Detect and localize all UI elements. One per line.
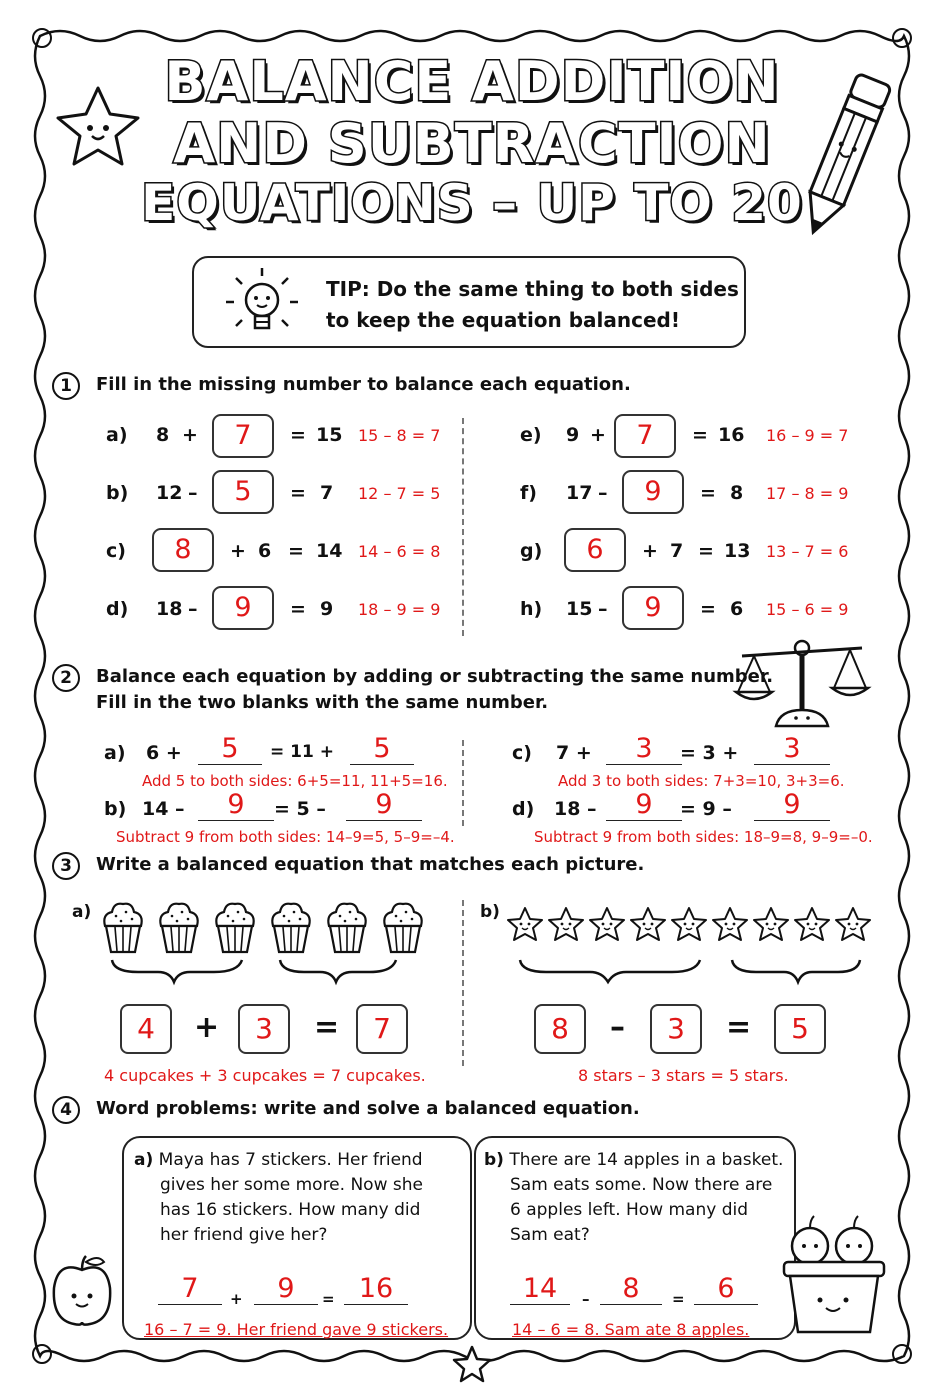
item-3b-op: –: [610, 1010, 625, 1045]
item-1e-result: 16: [718, 424, 745, 446]
item-1f-equals: =: [700, 482, 716, 504]
page-title-line-2: AND SUBTRACTION: [173, 112, 771, 175]
item-2c-middle: = 3 +: [680, 742, 739, 764]
item-1c-check: 14 – 6 = 8: [358, 542, 441, 561]
word-problem-b-text: [484, 1148, 783, 1248]
item-1d-answer-box[interactable]: 9: [212, 586, 274, 630]
item-1d-first: 18: [156, 598, 183, 620]
item-1f-op: –: [598, 482, 608, 504]
word-problem-a-equals: =: [322, 1290, 335, 1308]
item-2d-note: Subtract 9 from both sides: 18–9=8, 9–9=–0.: [534, 828, 873, 846]
item-2d-blank-2[interactable]: 9: [754, 790, 830, 821]
item-2b-middle: = 5 –: [274, 798, 326, 820]
star-icon: [547, 906, 585, 942]
item-1b-op: –: [188, 482, 198, 504]
word-problem-a-blank-2[interactable]: 9: [254, 1274, 318, 1305]
item-1b-answer-box[interactable]: 5: [212, 470, 274, 514]
item-1b-label: b): [106, 482, 129, 504]
section-1-instruction: Fill in the missing number to balance each equation.: [96, 374, 631, 395]
item-1a-op: +: [182, 424, 198, 446]
section-4-number: 4: [52, 1096, 80, 1124]
word-problem-b-label: b): [484, 1150, 504, 1170]
item-1d-result: 9: [320, 598, 334, 620]
item-1g-result: 13: [724, 540, 751, 562]
item-3a-op: +: [194, 1010, 220, 1045]
item-2d-middle: = 9 –: [680, 798, 732, 820]
tip-line-1: TIP: Do the same thing to both sides: [326, 277, 739, 301]
item-1g-second: 7: [670, 540, 684, 562]
star-icon: [506, 906, 544, 942]
item-1c-label: c): [106, 540, 126, 562]
section-3-instruction: Write a balanced equation that matches each picture.: [96, 854, 645, 875]
item-3a-first-box[interactable]: 4: [120, 1004, 172, 1054]
item-1e-equals: =: [692, 424, 708, 446]
word-problem-a-line-2: gives her some more. Now she: [160, 1175, 423, 1195]
item-2b-blank-2[interactable]: 9: [346, 790, 422, 821]
item-2a-blank-1[interactable]: 5: [198, 734, 262, 765]
cupcake-icon: [156, 900, 202, 956]
section-1-number: 1: [52, 372, 80, 400]
item-2c-left: 7 +: [556, 742, 592, 764]
item-1c-answer-box[interactable]: 8: [152, 528, 214, 572]
item-1c-result: 14: [316, 540, 343, 562]
item-3b-answer-box[interactable]: 5: [774, 1004, 826, 1054]
item-1b-first: 12: [156, 482, 183, 504]
word-problem-a-line-4: her friend give her?: [160, 1225, 328, 1245]
left-brace: [108, 950, 438, 986]
item-1f-first: 17: [566, 482, 593, 504]
word-problem-b-line-1: There are 14 apples in a basket.: [509, 1150, 784, 1170]
word-problem-b-blank-3[interactable]: 6: [694, 1274, 758, 1305]
word-problem-b-line-4: Sam eat?: [510, 1225, 590, 1245]
item-1a-result: 15: [316, 424, 343, 446]
section-3-number: 3: [52, 852, 80, 880]
word-problem-a-line-3: has 16 stickers. How many did: [160, 1200, 421, 1220]
star-icon: [834, 906, 872, 942]
item-1e-label: e): [520, 424, 542, 446]
cupcake-icon: [324, 900, 370, 956]
swirl-icon: [22, 20, 52, 50]
item-1d-label: d): [106, 598, 129, 620]
item-1d-op: –: [188, 598, 198, 620]
item-1c-second: 6: [258, 540, 272, 562]
word-problem-b-blank-1[interactable]: 14: [510, 1274, 570, 1305]
item-1e-answer-box[interactable]: 7: [614, 414, 676, 458]
item-1g-answer-box[interactable]: 6: [564, 528, 626, 572]
item-1f-check: 17 – 8 = 9: [766, 484, 849, 503]
item-1e-check: 16 – 9 = 7: [766, 426, 849, 445]
section-1-divider: [462, 418, 464, 636]
item-1a-first: 8: [156, 424, 170, 446]
section-2-instruction-1: Balance each equation by adding or subtracting the same number.: [96, 666, 774, 687]
item-1b-result: 7: [320, 482, 334, 504]
apple-icon: [44, 1252, 120, 1332]
item-3b-note: 8 stars – 3 stars = 5 stars.: [578, 1066, 789, 1085]
item-1h-equals: =: [700, 598, 716, 620]
word-problem-b-op: –: [582, 1290, 590, 1308]
pencil-icon: [796, 66, 892, 246]
word-problem-a-blank-3[interactable]: 16: [344, 1274, 408, 1305]
item-1f-answer-box[interactable]: 9: [622, 470, 684, 514]
apple-basket-icon: [776, 1208, 892, 1338]
item-1a-label: a): [106, 424, 128, 446]
star-icon: [793, 906, 831, 942]
word-problem-a-line-1: Maya has 7 stickers. Her friend: [158, 1150, 423, 1170]
item-1f-result: 8: [730, 482, 744, 504]
item-1a-equals: =: [290, 424, 306, 446]
star-row: [506, 906, 876, 950]
word-problem-b-equals: =: [672, 1290, 685, 1308]
item-1a-answer-box[interactable]: 7: [212, 414, 274, 458]
item-2c-blank-2[interactable]: 3: [754, 734, 830, 765]
word-problem-a-label: a): [134, 1150, 154, 1170]
item-1e-first: 9: [566, 424, 580, 446]
item-3b-second-box[interactable]: 3: [650, 1004, 702, 1054]
word-problem-a-note: 16 – 7 = 9. Her friend gave 9 stickers.: [144, 1320, 449, 1339]
tip-box: [192, 256, 746, 348]
lightbulb-icon: [222, 264, 302, 344]
cupcake-icon: [100, 900, 146, 956]
item-1g-op: +: [642, 540, 658, 562]
item-1b-equals: =: [290, 482, 306, 504]
item-3a-label: a): [72, 902, 92, 922]
item-3a-answer-box[interactable]: 7: [356, 1004, 408, 1054]
item-3b-label: b): [480, 902, 500, 922]
word-problem-b-line-2: Sam eats some. Now there are: [510, 1175, 773, 1195]
section-3-divider: [462, 900, 464, 1066]
item-2b-note: Subtract 9 from both sides: 14–9=5, 5–9=–4.: [116, 828, 455, 846]
item-1h-answer-box[interactable]: 9: [622, 586, 684, 630]
balance-scale-icon: [728, 626, 878, 732]
item-1f-label: f): [520, 482, 537, 504]
word-problem-b-blank-2[interactable]: 8: [600, 1274, 662, 1305]
item-3a-second-box[interactable]: 3: [238, 1004, 290, 1054]
item-2a-left: 6 +: [146, 742, 182, 764]
item-2d-blank-1[interactable]: 9: [606, 790, 682, 821]
word-problem-a-op: +: [230, 1290, 243, 1308]
item-2c-blank-1[interactable]: 3: [606, 734, 682, 765]
item-1h-label: h): [520, 598, 543, 620]
item-2a-middle: = 11 +: [270, 742, 334, 762]
item-1d-equals: =: [290, 598, 306, 620]
word-problem-a-blank-1[interactable]: 7: [158, 1274, 222, 1305]
word-problem-b-note: 14 – 6 = 8. Sam ate 8 apples.: [512, 1320, 750, 1339]
item-3b-equals: =: [726, 1010, 752, 1045]
tip-text: [326, 274, 739, 336]
item-2b-label: b): [104, 798, 127, 820]
tip-line-2: to keep the equation balanced!: [326, 308, 680, 332]
item-1h-result: 6: [730, 598, 744, 620]
cupcake-icon: [212, 900, 258, 956]
star-icon: [46, 80, 146, 170]
item-2d-left: 18 –: [554, 798, 597, 820]
item-2a-note: Add 5 to both sides: 6+5=11, 11+5=16.: [142, 772, 448, 790]
star-icon: [588, 906, 626, 942]
item-1g-check: 13 – 7 = 6: [766, 542, 849, 561]
section-2-instruction-2: Fill in the two blanks with the same number.: [96, 692, 549, 713]
star-icon: [629, 906, 667, 942]
item-1d-check: 18 – 9 = 9: [358, 600, 441, 619]
item-3a-note: 4 cupcakes + 3 cupcakes = 7 cupcakes.: [104, 1066, 426, 1085]
item-1g-label: g): [520, 540, 543, 562]
item-1c-op: +: [230, 540, 246, 562]
item-1g-equals: =: [698, 540, 714, 562]
bottom-star-icon: [450, 1344, 494, 1384]
item-1h-first: 15: [566, 598, 593, 620]
item-1e-op: +: [590, 424, 606, 446]
item-3b-first-box[interactable]: 8: [534, 1004, 586, 1054]
item-1h-check: 15 – 6 = 9: [766, 600, 849, 619]
star-icon: [670, 906, 708, 942]
item-2b-left: 14 –: [142, 798, 185, 820]
cupcake-icon: [268, 900, 314, 956]
star-icon: [752, 906, 790, 942]
item-1h-op: –: [598, 598, 608, 620]
word-problem-a-text: [134, 1148, 423, 1248]
item-2a-label: a): [104, 742, 126, 764]
page-title-line-1: BALANCE ADDITION: [164, 50, 780, 113]
page-title-line-3: EQUATIONS – UP TO 20: [141, 174, 803, 232]
item-2d-label: d): [512, 798, 535, 820]
item-2a-blank-2[interactable]: 5: [350, 734, 414, 765]
item-1b-check: 12 – 7 = 5: [358, 484, 441, 503]
cupcake-icon: [380, 900, 426, 956]
item-1a-check: 15 – 8 = 7: [358, 426, 441, 445]
right-brace: [516, 950, 866, 986]
item-2b-blank-1[interactable]: 9: [198, 790, 274, 821]
item-2c-label: c): [512, 742, 532, 764]
item-3a-equals: =: [314, 1010, 340, 1045]
section-2-divider: [462, 740, 464, 826]
star-icon: [711, 906, 749, 942]
word-problem-b-line-3: 6 apples left. How many did: [510, 1200, 749, 1220]
section-2-number: 2: [52, 664, 80, 692]
section-4-instruction: Word problems: write and solve a balanced equation.: [96, 1098, 640, 1119]
item-2c-note: Add 3 to both sides: 7+3=10, 3+3=6.: [558, 772, 845, 790]
item-1c-equals: =: [288, 540, 304, 562]
